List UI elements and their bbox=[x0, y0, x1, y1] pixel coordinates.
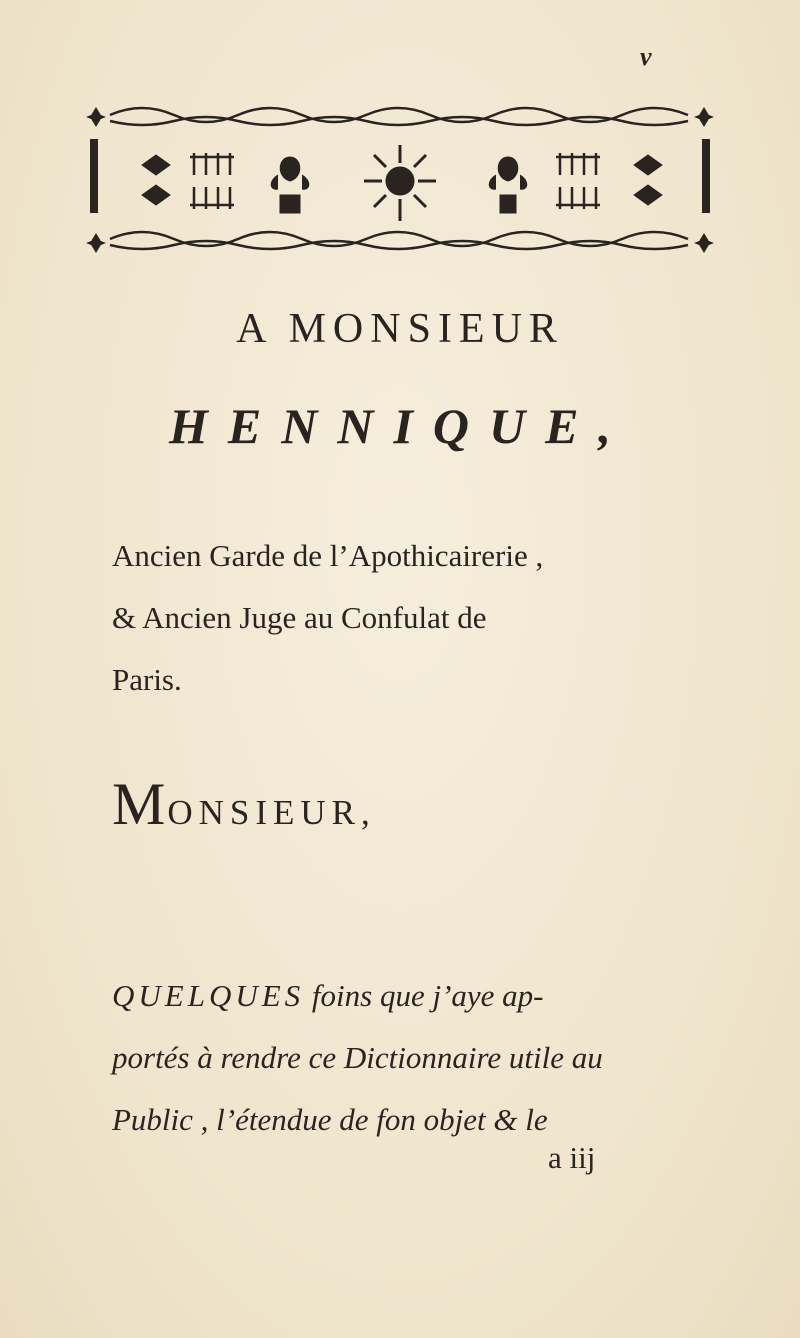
body-line-2: portés à rendre ce Dictionnaire utile au bbox=[112, 1040, 603, 1075]
description-line-3: Paris. bbox=[112, 662, 182, 697]
body-line-1-rest: foins que j’aye ap- bbox=[304, 978, 544, 1013]
letter-body bbox=[112, 965, 692, 1151]
opening-words: QUELQUES bbox=[112, 978, 305, 1013]
salutation-initial: M bbox=[112, 771, 168, 837]
folio-number: v bbox=[640, 42, 652, 71]
dedicatee-description bbox=[112, 525, 692, 711]
body-line-1 bbox=[112, 965, 692, 1027]
salutation bbox=[112, 770, 376, 839]
salutation-rest: ONSIEUR, bbox=[167, 793, 376, 832]
description-line-1: Ancien Garde de l’Apothicairerie , bbox=[112, 538, 544, 573]
headpiece-bottom-border bbox=[110, 232, 688, 249]
headpiece-fleurons bbox=[142, 145, 662, 221]
body-line-3: Public , l’étendue de fon objet & le bbox=[112, 1102, 548, 1137]
headpiece-top-border bbox=[110, 108, 688, 125]
dedicatee-name: HENNIQUE, bbox=[169, 398, 631, 454]
dedication-heading: A MONSIEUR bbox=[236, 306, 564, 352]
description-line-2: & Ancien Juge au Confulat de bbox=[112, 600, 487, 635]
signature-mark: a iij bbox=[548, 1140, 596, 1175]
decorative-headpiece bbox=[82, 95, 718, 265]
